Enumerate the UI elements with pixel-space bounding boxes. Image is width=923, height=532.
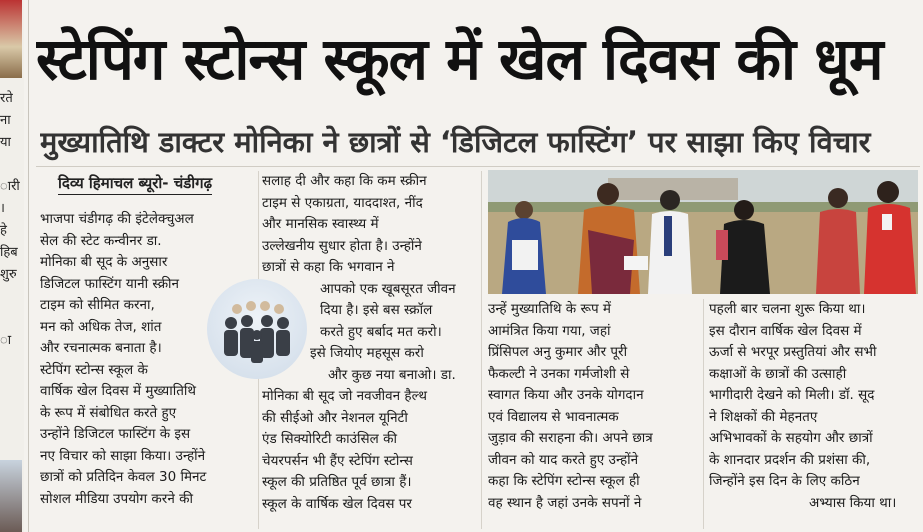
article-line: आपको एक खूबसूरत जीवन	[320, 280, 456, 297]
article-line: स्वागत किया और उनके योगदान	[488, 387, 644, 403]
article-line: अभिभावकों के सहयोग और छात्रों	[709, 430, 873, 446]
article-line: चेयरपर्सन भी हैंए स्टेपिंग स्टोन्स	[262, 452, 413, 469]
article-line: मोनिका बी सूद के अनुसार	[40, 254, 168, 270]
article-line: और कुछ नया बनाओ। डा.	[328, 366, 456, 383]
adjacent-word	[0, 308, 24, 330]
article-line: नए विचार को साझा किया। उन्होंने	[40, 447, 206, 464]
article-line: दिया है। इसे बस स्क्रॉल	[320, 302, 433, 318]
article-line: जीवन को याद करते हुए उन्होंने	[488, 451, 639, 468]
subheadline: मुख्यातिथि डाक्टर मोनिका ने छात्रों से ‘डिजिटल फास्टिंग’ पर साझा किए विचार	[40, 125, 871, 159]
article-column-3	[488, 299, 696, 514]
adjacent-article-fragment	[0, 0, 24, 532]
article-line: आमंत्रित किया गया, जहां	[488, 322, 611, 339]
article-line: स्टेपिंग स्टोन्स स्कूल के	[40, 361, 148, 378]
article-line: टाइम को सीमित करना,	[40, 297, 155, 313]
article-line: जुड़ाव की सराहना की। अपने छात्र	[488, 430, 653, 446]
article-line: इसे जियोए महसूस करो	[310, 345, 424, 361]
adjacent-text-fragment	[0, 88, 24, 352]
article-column-4	[709, 299, 919, 514]
article-line: एवं विद्यालय से भावनात्मक	[488, 408, 619, 425]
headline-divider	[36, 166, 920, 167]
adjacent-word: हे	[0, 223, 7, 238]
adjacent-word: ना	[0, 113, 11, 128]
article-line: पहली बार चलना शुरू किया था।	[709, 301, 866, 317]
article-line: सोशल मीडिया उपयोग करने की	[40, 490, 193, 507]
adjacent-word: ा	[0, 333, 12, 348]
adjacent-word: शुरु	[0, 267, 17, 282]
article-line: उन्होंने डिजिटल फास्टिंग के इस	[40, 426, 191, 442]
adjacent-word	[0, 154, 24, 176]
adjacent-thumbnail-bottom	[0, 460, 22, 532]
article-line: टाइम से एकाग्रता, याददाश्त, नींद	[262, 194, 423, 211]
byline: दिव्य हिमाचल ब्यूरो- चंडीगढ़	[58, 172, 212, 195]
people-group-icon	[207, 279, 307, 379]
adjacent-word: ।	[0, 201, 5, 216]
column-divider	[481, 171, 482, 529]
article-line: एंड सिक्योरिटी काउंसिल की	[262, 431, 397, 447]
article-line: इस दौरान वार्षिक खेल दिवस में	[709, 322, 862, 339]
article-line: के शानदार प्रदर्शन की प्रशंसा की,	[709, 451, 871, 468]
article-line: फैकल्टी ने उनका गर्मजोशी से	[488, 365, 630, 382]
article-line: मोनिका बी सूद जो नवजीवन हैल्थ	[262, 388, 427, 404]
column-divider	[703, 299, 704, 529]
article-line: स्कूल की प्रतिष्ठित पूर्व छात्रा हैं।	[262, 474, 412, 490]
article-line: उन्हें मुख्यातिथि के रूप में	[488, 301, 611, 317]
column-divider	[28, 0, 29, 532]
article-line: ऊर्जा से भरपूर प्रस्तुतियां और सभी	[709, 344, 877, 360]
article-line: वह स्थान है जहां उनके सपनों ने	[488, 494, 642, 511]
article-line: की सीईओ और नेशनल यूनिटी	[262, 409, 408, 426]
article-line: छात्रों को प्रतिदिन केवल 30 मिनट	[40, 469, 207, 485]
article-line: प्रिंसिपल अनु कुमार और पूरी	[488, 344, 628, 360]
article-line: कहा कि स्टेपिंग स्टोन्स स्कूल ही	[488, 473, 640, 489]
article-line: उल्लेखनीय सुधार होता है। उन्होंने	[262, 237, 422, 254]
article-line: सलाह दी और कहा कि कम स्क्रीन	[262, 173, 427, 189]
adjacent-word: रते	[0, 91, 13, 106]
headline: स्टेपिंग स्टोन्स स्कूल में खेल दिवस की धूम	[36, 25, 883, 93]
adjacent-word: हिब	[0, 245, 18, 260]
article-line: करते हुए बर्बाद मत करो।	[320, 323, 442, 340]
article-line: सेल की स्टेट कन्वीनर डा.	[40, 232, 162, 249]
sports-day-award-photo	[488, 170, 918, 294]
article-line: और रचनात्मक बनाता है।	[40, 340, 162, 356]
article-line: वार्षिक खेल दिवस में मुख्यातिथि	[40, 383, 197, 399]
adjacent-word: या	[0, 135, 11, 150]
article-line: अभ्यास किया था।	[809, 494, 897, 511]
article-line: भाजपा चंडीगढ़ की इंटेलेक्चुअल	[40, 211, 194, 227]
article-line: छात्रों से कहा कि भगवान ने	[262, 259, 395, 275]
article-line: और मानसिक स्वास्थ्य में	[262, 216, 379, 232]
adjacent-word	[0, 286, 24, 308]
article-line: जिन्होंने इस दिन के लिए कठिन	[709, 473, 860, 489]
adjacent-word: ारी	[0, 179, 20, 194]
article-line: स्कूल के वार्षिक खेल दिवस पर	[262, 495, 412, 512]
article-line: भागीदारी देखने को मिली। डॉ. सूद	[709, 387, 875, 403]
adjacent-thumbnail-top	[0, 0, 22, 78]
article-line: ने शिक्षकों की मेहनतए	[709, 408, 818, 425]
article-line: मन को अधिक तेज, शांत	[40, 318, 162, 335]
article-line: कक्षाओं के छात्रों की उत्साही	[709, 365, 847, 382]
article-line: के रूप में संबोधित करते हुए	[40, 404, 177, 421]
article-line: डिजिटल फास्टिंग यानी स्क्रीन	[40, 275, 180, 292]
